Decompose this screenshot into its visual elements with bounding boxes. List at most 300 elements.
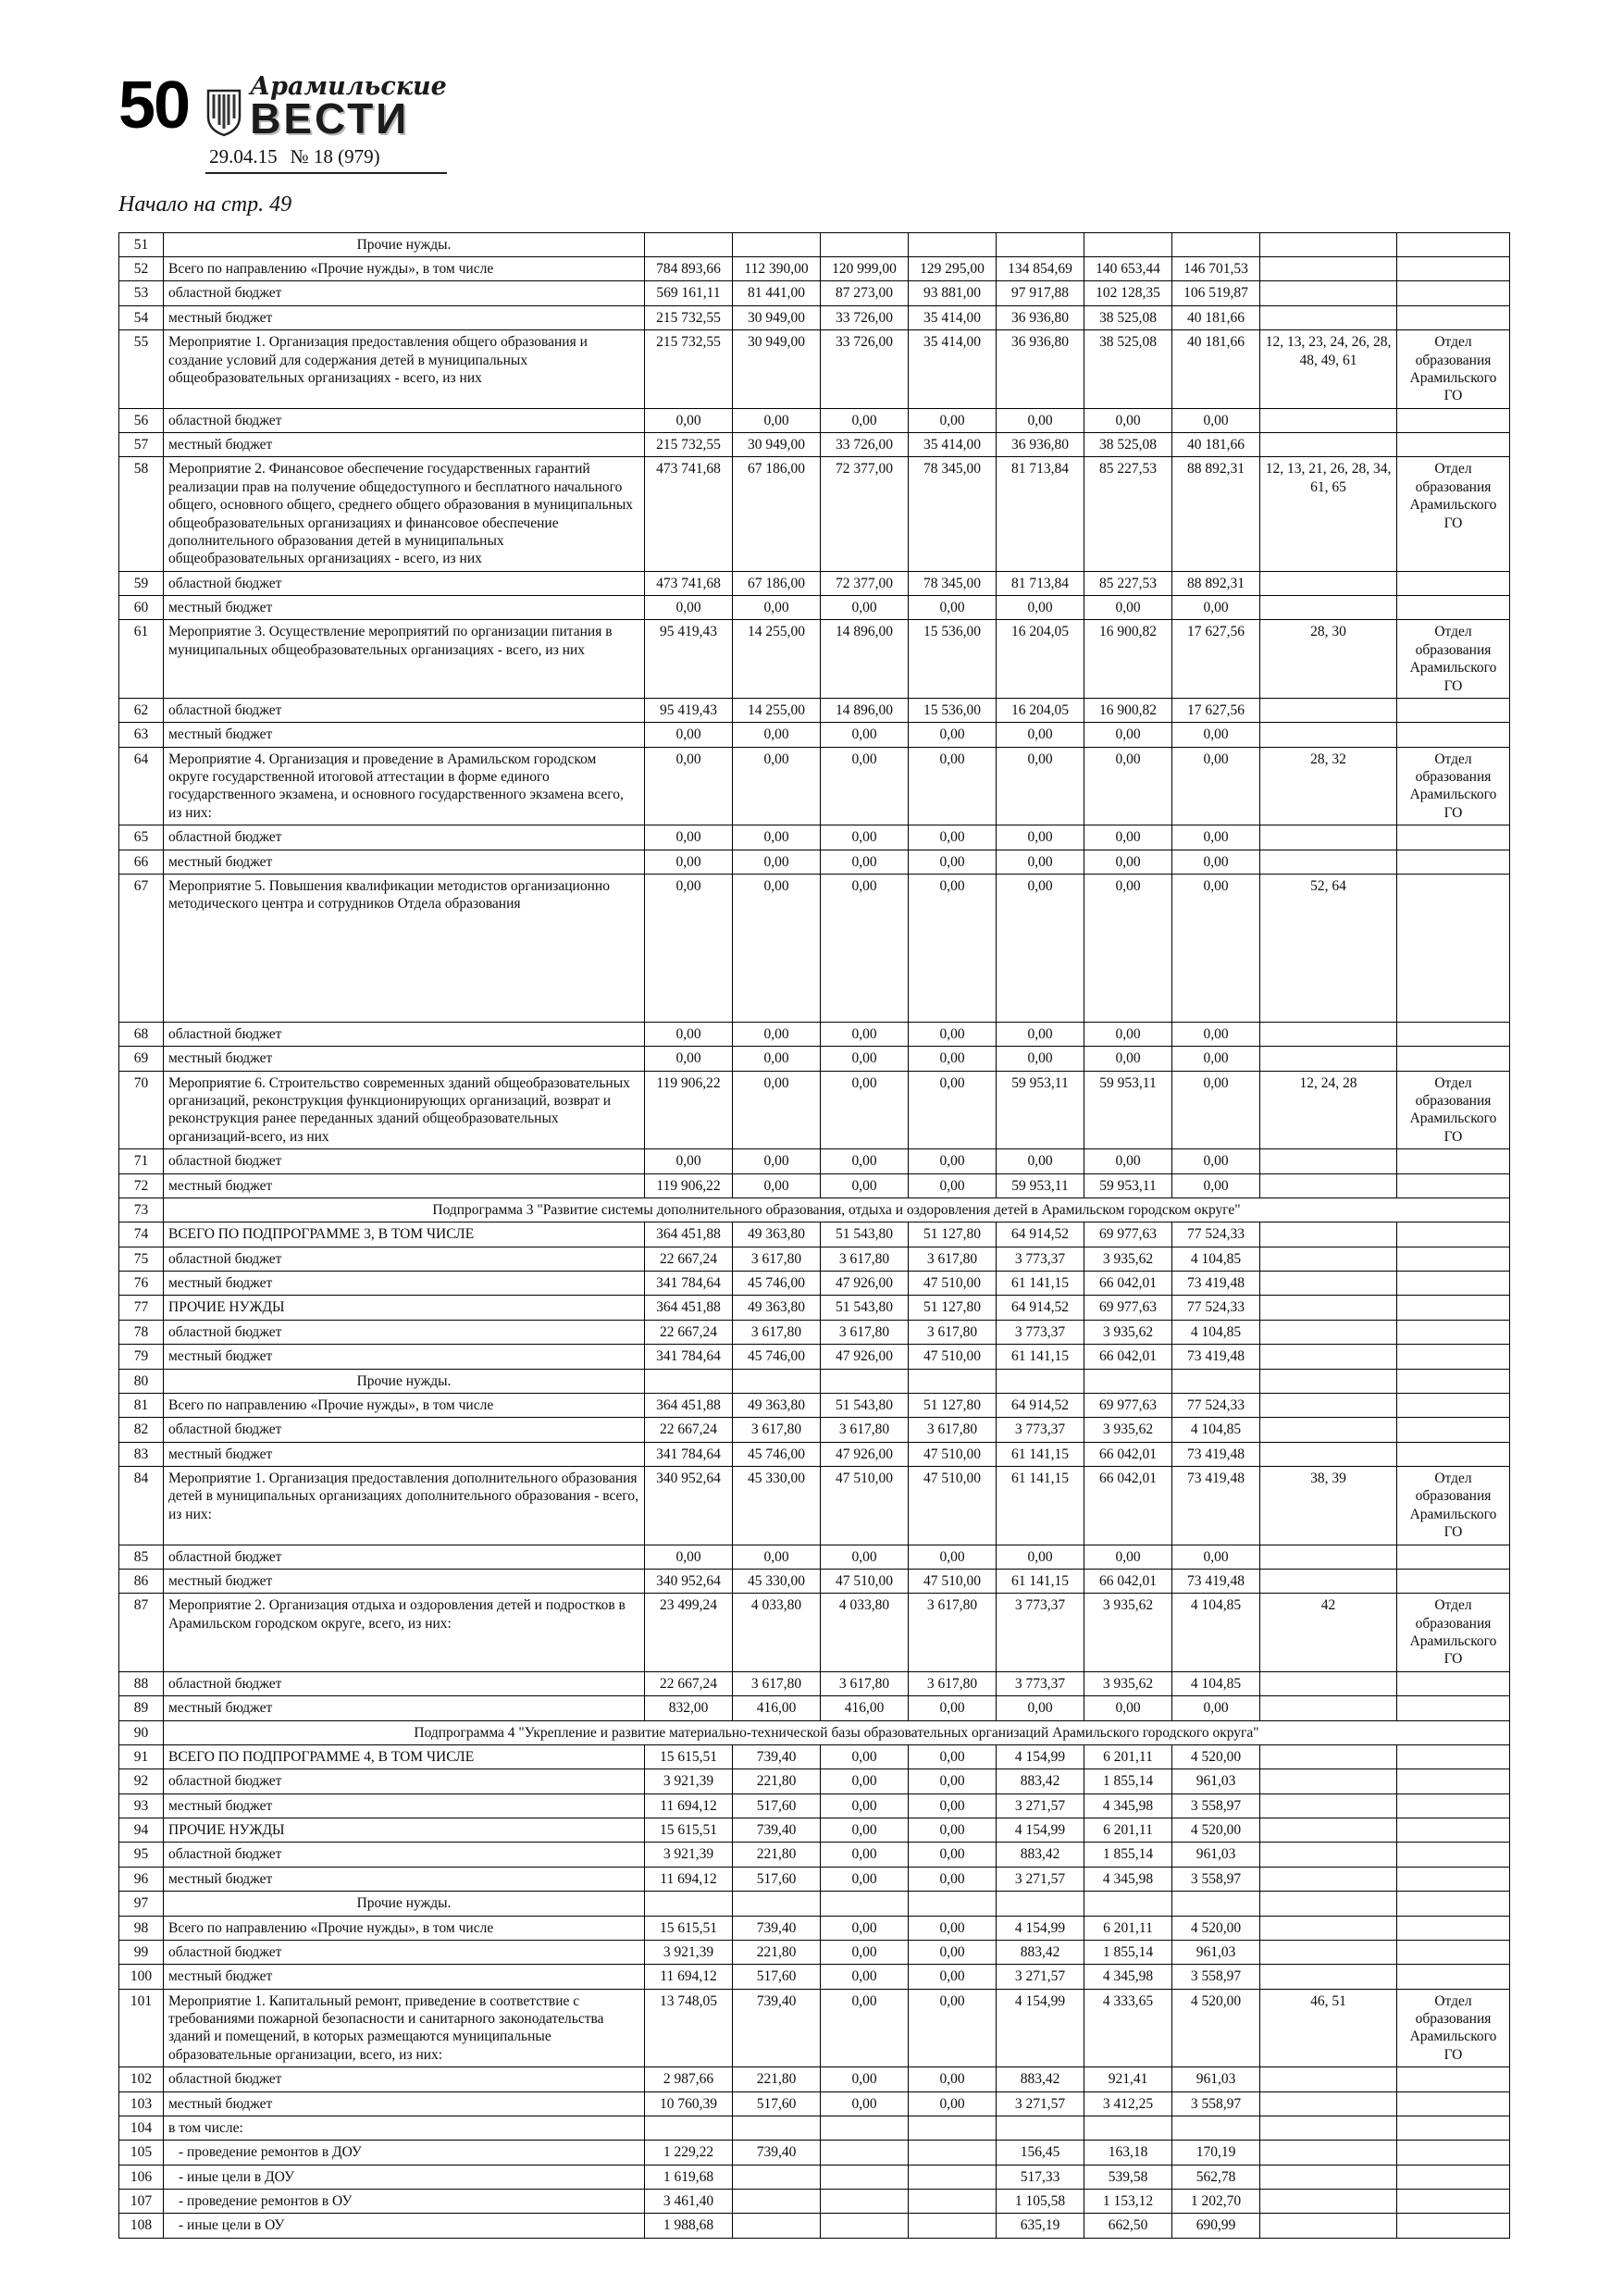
value-cell: 0,00 xyxy=(909,1149,997,1173)
description-cell: ПРОЧИЕ НУЖДЫ xyxy=(164,1818,645,1843)
value-cell: 3 617,80 xyxy=(821,1418,909,1442)
row-number-cell: 68 xyxy=(119,1022,164,1046)
value-cell: 0,00 xyxy=(645,723,733,747)
refs-cell xyxy=(1260,232,1397,256)
value-cell xyxy=(821,2190,909,2214)
org-cell xyxy=(1397,408,1510,432)
refs-cell: 28, 30 xyxy=(1260,620,1397,699)
value-cell: 0,00 xyxy=(645,825,733,850)
value-cell: 35 414,00 xyxy=(909,305,997,329)
value-cell: 6 201,11 xyxy=(1084,1818,1172,1843)
table-row xyxy=(119,330,1510,409)
value-cell: 0,00 xyxy=(733,723,821,747)
table-row xyxy=(119,1989,1510,2067)
org-cell xyxy=(1397,257,1510,281)
value-cell: 0,00 xyxy=(909,874,997,1022)
value-cell: 22 667,24 xyxy=(645,1671,733,1695)
description-cell: местный бюджет xyxy=(164,1696,645,1720)
org-cell xyxy=(1397,1173,1510,1198)
value-cell: 11 694,12 xyxy=(645,1793,733,1818)
value-cell: 0,00 xyxy=(1084,723,1172,747)
value-cell: 0,00 xyxy=(997,1149,1084,1173)
value-cell: 416,00 xyxy=(733,1696,821,1720)
value-cell: 0,00 xyxy=(997,1696,1084,1720)
value-cell: 3 935,62 xyxy=(1084,1418,1172,1442)
org-cell xyxy=(1397,1320,1510,1344)
row-number-cell: 59 xyxy=(119,571,164,595)
description-cell: местный бюджет xyxy=(164,1793,645,1818)
value-cell: 0,00 xyxy=(1084,1149,1172,1173)
description-cell: областной бюджет xyxy=(164,825,645,850)
value-cell: 961,03 xyxy=(1172,1940,1260,1964)
table-row xyxy=(119,1892,1510,1916)
table-row xyxy=(119,1418,1510,1442)
description-cell: местный бюджет xyxy=(164,1345,645,1369)
value-cell: 3 617,80 xyxy=(909,1320,997,1344)
value-cell: 0,00 xyxy=(733,747,821,825)
table-row xyxy=(119,596,1510,620)
description-cell: областной бюджет xyxy=(164,1843,645,1867)
value-cell xyxy=(909,2141,997,2165)
table-row xyxy=(119,305,1510,329)
value-cell: 0,00 xyxy=(645,596,733,620)
value-cell: 11 694,12 xyxy=(645,1965,733,1989)
table-row xyxy=(119,1320,1510,1344)
value-cell xyxy=(997,232,1084,256)
row-number-cell: 103 xyxy=(119,2091,164,2116)
value-cell: 0,00 xyxy=(821,2067,909,2091)
value-cell: 14 896,00 xyxy=(821,698,909,722)
table-row xyxy=(119,1818,1510,1843)
value-cell: 0,00 xyxy=(997,1047,1084,1071)
org-cell xyxy=(1397,2116,1510,2140)
value-cell: 0,00 xyxy=(645,408,733,432)
value-cell xyxy=(645,2116,733,2140)
org-cell xyxy=(1397,1696,1510,1720)
value-cell: 739,40 xyxy=(733,1818,821,1843)
description-cell: областной бюджет xyxy=(164,281,645,305)
page-number: 50 xyxy=(118,68,190,143)
value-cell xyxy=(733,2190,821,2214)
value-cell: 3 617,80 xyxy=(909,1418,997,1442)
table-row xyxy=(119,2190,1510,2214)
section-title-cell: Подпрограмма 4 "Укрепление и развитие материально-технической базы образовательных организаций Арамильского городского округа" xyxy=(164,1720,1510,1744)
description-cell: Прочие нужды. xyxy=(164,1369,645,1393)
value-cell: 0,00 xyxy=(1084,408,1172,432)
value-cell: 30 949,00 xyxy=(733,305,821,329)
value-cell: 4 104,85 xyxy=(1172,1418,1260,1442)
value-cell: 364 451,88 xyxy=(645,1222,733,1247)
table-row xyxy=(119,1545,1510,1569)
value-cell: 14 255,00 xyxy=(733,620,821,699)
refs-cell xyxy=(1260,1442,1397,1466)
value-cell: 129 295,00 xyxy=(909,257,997,281)
description-cell: Мероприятие 2. Финансовое обеспечение государственных гарантий реализации прав на получение общедоступного и бесплатного начального общего, основного общего, среднего общего образования в муниципальных общеобразовательных организациях и финансовое обеспечение дополнительного образования детей в муниципальных общеобразовательных организациях - всего, из них xyxy=(164,457,645,571)
value-cell: 0,00 xyxy=(645,747,733,825)
budget-table-body xyxy=(119,232,1510,2238)
value-cell: 0,00 xyxy=(1084,850,1172,874)
value-cell: 119 906,22 xyxy=(645,1173,733,1198)
org-cell xyxy=(1397,1793,1510,1818)
value-cell: 739,40 xyxy=(733,1744,821,1769)
value-cell: 0,00 xyxy=(733,1149,821,1173)
table-row xyxy=(119,1467,1510,1545)
row-number-cell: 54 xyxy=(119,305,164,329)
value-cell xyxy=(733,2165,821,2189)
value-cell: 0,00 xyxy=(997,596,1084,620)
value-cell: 215 732,55 xyxy=(645,330,733,409)
value-cell: 0,00 xyxy=(997,1545,1084,1569)
value-cell: 1 988,68 xyxy=(645,2214,733,2238)
org-cell xyxy=(1397,232,1510,256)
value-cell: 112 390,00 xyxy=(733,257,821,281)
value-cell xyxy=(1172,232,1260,256)
row-number-cell: 60 xyxy=(119,596,164,620)
value-cell: 38 525,08 xyxy=(1084,433,1172,457)
value-cell: 0,00 xyxy=(909,1818,997,1843)
value-cell: 0,00 xyxy=(821,874,909,1022)
description-cell: Прочие нужды. xyxy=(164,1892,645,1916)
row-number-cell: 87 xyxy=(119,1594,164,1672)
row-number-cell: 96 xyxy=(119,1867,164,1891)
value-cell: 0,00 xyxy=(997,747,1084,825)
refs-cell xyxy=(1260,1222,1397,1247)
org-cell xyxy=(1397,2067,1510,2091)
value-cell: 539,58 xyxy=(1084,2165,1172,2189)
value-cell: 81 713,84 xyxy=(997,457,1084,571)
value-cell: 0,00 xyxy=(909,1071,997,1149)
table-row xyxy=(119,698,1510,722)
value-cell: 0,00 xyxy=(821,1916,909,1940)
org-cell xyxy=(1397,1818,1510,1843)
value-cell: 0,00 xyxy=(821,723,909,747)
value-cell: 3 773,37 xyxy=(997,1671,1084,1695)
value-cell: 0,00 xyxy=(1084,1545,1172,1569)
brand-script-label: Арамильские xyxy=(250,72,447,101)
org-cell xyxy=(1397,1418,1510,1442)
org-cell xyxy=(1397,281,1510,305)
value-cell: 4 104,85 xyxy=(1172,1594,1260,1672)
value-cell xyxy=(909,1892,997,1916)
value-cell xyxy=(909,232,997,256)
refs-cell xyxy=(1260,1940,1397,1964)
row-number-cell: 89 xyxy=(119,1696,164,1720)
value-cell: 0,00 xyxy=(1084,1022,1172,1046)
row-number-cell: 94 xyxy=(119,1818,164,1843)
value-cell: 35 414,00 xyxy=(909,330,997,409)
value-cell: 4 154,99 xyxy=(997,1744,1084,1769)
org-cell xyxy=(1397,433,1510,457)
value-cell: 2 987,66 xyxy=(645,2067,733,2091)
continuation-note: Начало на стр. 49 xyxy=(118,192,292,217)
value-cell: 0,00 xyxy=(821,1173,909,1198)
value-cell: 77 524,33 xyxy=(1172,1393,1260,1417)
row-number-cell: 61 xyxy=(119,620,164,699)
value-cell: 140 653,44 xyxy=(1084,257,1172,281)
value-cell: 3 773,37 xyxy=(997,1418,1084,1442)
value-cell: 64 914,52 xyxy=(997,1222,1084,1247)
table-row xyxy=(119,825,1510,850)
row-number-cell: 104 xyxy=(119,2116,164,2140)
row-number-cell: 85 xyxy=(119,1545,164,1569)
refs-cell xyxy=(1260,1843,1397,1867)
value-cell: 16 204,05 xyxy=(997,620,1084,699)
description-cell: местный бюджет xyxy=(164,1173,645,1198)
value-cell: 416,00 xyxy=(821,1696,909,1720)
row-number-cell: 101 xyxy=(119,1989,164,2067)
value-cell xyxy=(733,232,821,256)
org-cell: Отдел образования Арамильского ГО xyxy=(1397,1989,1510,2067)
refs-cell: 38, 39 xyxy=(1260,1467,1397,1545)
org-cell xyxy=(1397,1965,1510,1989)
table-row xyxy=(119,1369,1510,1393)
value-cell: 3 617,80 xyxy=(733,1671,821,1695)
value-cell: 106 519,87 xyxy=(1172,281,1260,305)
value-cell: 1 855,14 xyxy=(1084,1940,1172,1964)
description-cell: Прочие нужды. xyxy=(164,232,645,256)
value-cell: 66 042,01 xyxy=(1084,1345,1172,1369)
value-cell: 221,80 xyxy=(733,2067,821,2091)
org-cell xyxy=(1397,1296,1510,1320)
description-cell: областной бюджет xyxy=(164,1247,645,1271)
description-cell: областной бюджет xyxy=(164,2067,645,2091)
table-row xyxy=(119,620,1510,699)
value-cell: 33 726,00 xyxy=(821,433,909,457)
value-cell: 4 033,80 xyxy=(821,1594,909,1672)
value-cell: 0,00 xyxy=(1172,747,1260,825)
org-cell xyxy=(1397,1769,1510,1793)
row-number-cell: 102 xyxy=(119,2067,164,2091)
value-cell: 3 558,97 xyxy=(1172,1793,1260,1818)
refs-cell xyxy=(1260,1369,1397,1393)
table-row xyxy=(119,747,1510,825)
value-cell: 215 732,55 xyxy=(645,305,733,329)
value-cell: 883,42 xyxy=(997,2067,1084,2091)
table-row xyxy=(119,1843,1510,1867)
table-row xyxy=(119,1222,1510,1247)
refs-cell xyxy=(1260,1418,1397,1442)
refs-cell xyxy=(1260,433,1397,457)
row-number-cell: 83 xyxy=(119,1442,164,1466)
refs-cell xyxy=(1260,1320,1397,1344)
table-row xyxy=(119,1149,1510,1173)
refs-cell xyxy=(1260,1545,1397,1569)
value-cell: 81 713,84 xyxy=(997,571,1084,595)
refs-cell xyxy=(1260,1671,1397,1695)
value-cell: 3 773,37 xyxy=(997,1594,1084,1672)
value-cell: 0,00 xyxy=(733,408,821,432)
refs-cell xyxy=(1260,1393,1397,1417)
org-cell xyxy=(1397,1867,1510,1891)
value-cell: 4 345,98 xyxy=(1084,1867,1172,1891)
value-cell: 961,03 xyxy=(1172,1769,1260,1793)
value-cell: 4 154,99 xyxy=(997,1818,1084,1843)
refs-cell xyxy=(1260,1247,1397,1271)
value-cell: 3 921,39 xyxy=(645,1843,733,1867)
value-cell: 61 141,15 xyxy=(997,1345,1084,1369)
value-cell: 1 619,68 xyxy=(645,2165,733,2189)
value-cell: 51 543,80 xyxy=(821,1222,909,1247)
description-cell: областной бюджет xyxy=(164,1320,645,1344)
row-number-cell: 55 xyxy=(119,330,164,409)
row-number-cell: 106 xyxy=(119,2165,164,2189)
refs-cell xyxy=(1260,1916,1397,1940)
value-cell: 15 536,00 xyxy=(909,698,997,722)
value-cell: 4 520,00 xyxy=(1172,1916,1260,1940)
description-cell: Мероприятие 3. Осуществление мероприятий по организации питания в муниципальных общеобразовательных организациях - всего, из них xyxy=(164,620,645,699)
refs-cell xyxy=(1260,1272,1397,1296)
table-row xyxy=(119,1296,1510,1320)
table-row xyxy=(119,408,1510,432)
description-cell: местный бюджет xyxy=(164,305,645,329)
org-cell xyxy=(1397,2091,1510,2116)
value-cell: 0,00 xyxy=(821,825,909,850)
value-cell: 73 419,48 xyxy=(1172,1467,1260,1545)
refs-cell xyxy=(1260,2214,1397,2238)
issue-number: № 18 (979) xyxy=(290,144,380,168)
refs-cell xyxy=(1260,281,1397,305)
table-row xyxy=(119,1442,1510,1466)
row-number-cell: 75 xyxy=(119,1247,164,1271)
value-cell xyxy=(909,2190,997,2214)
row-number-cell: 79 xyxy=(119,1345,164,1369)
value-cell: 61 141,15 xyxy=(997,1442,1084,1466)
table-row xyxy=(119,257,1510,281)
value-cell: 49 363,80 xyxy=(733,1296,821,1320)
value-cell: 0,00 xyxy=(909,408,997,432)
value-cell: 635,19 xyxy=(997,2214,1084,2238)
org-cell xyxy=(1397,1047,1510,1071)
value-cell: 6 201,11 xyxy=(1084,1744,1172,1769)
value-cell xyxy=(821,1369,909,1393)
value-cell: 3 773,37 xyxy=(997,1320,1084,1344)
refs-cell xyxy=(1260,1965,1397,1989)
refs-cell xyxy=(1260,2165,1397,2189)
description-cell: Мероприятие 1. Организация предоставления общего образования и создание условий для содержания детей в муниципальных общеобразовательных организациях - всего, из них xyxy=(164,330,645,409)
org-cell xyxy=(1397,723,1510,747)
value-cell: 36 936,80 xyxy=(997,305,1084,329)
value-cell: 59 953,11 xyxy=(997,1071,1084,1149)
value-cell: 3 558,97 xyxy=(1172,1965,1260,1989)
value-cell xyxy=(821,2165,909,2189)
value-cell: 662,50 xyxy=(1084,2214,1172,2238)
value-cell: 72 377,00 xyxy=(821,571,909,595)
value-cell: 739,40 xyxy=(733,2141,821,2165)
value-cell: 45 330,00 xyxy=(733,1569,821,1593)
value-cell: 59 953,11 xyxy=(1084,1071,1172,1149)
value-cell: 0,00 xyxy=(1084,596,1172,620)
value-cell: 17 627,56 xyxy=(1172,620,1260,699)
value-cell: 22 667,24 xyxy=(645,1247,733,1271)
value-cell: 340 952,64 xyxy=(645,1569,733,1593)
value-cell: 3 617,80 xyxy=(821,1247,909,1271)
value-cell: 77 524,33 xyxy=(1172,1222,1260,1247)
value-cell: 517,60 xyxy=(733,2091,821,2116)
value-cell: 0,00 xyxy=(733,1545,821,1569)
value-cell: 3 617,80 xyxy=(909,1671,997,1695)
description-cell: местный бюджет xyxy=(164,1047,645,1071)
description-cell: Мероприятие 1. Капитальный ремонт, приведение в соответствие с требованиями пожарной безопасности и санитарного законодательства зданий и помещений, в которых размещаются муниципальные образовательные организации, всего, из них: xyxy=(164,1989,645,2067)
value-cell: 0,00 xyxy=(909,1965,997,1989)
value-cell: 3 617,80 xyxy=(909,1594,997,1672)
table-row xyxy=(119,2116,1510,2140)
value-cell: 33 726,00 xyxy=(821,330,909,409)
value-cell: 3 617,80 xyxy=(821,1671,909,1695)
value-cell xyxy=(821,2116,909,2140)
value-cell: 6 201,11 xyxy=(1084,1916,1172,1940)
value-cell: 170,19 xyxy=(1172,2141,1260,2165)
value-cell: 0,00 xyxy=(1084,747,1172,825)
description-cell: - проведение ремонтов в ДОУ xyxy=(164,2141,645,2165)
row-number-cell: 65 xyxy=(119,825,164,850)
value-cell: 13 748,05 xyxy=(645,1989,733,2067)
value-cell: 66 042,01 xyxy=(1084,1569,1172,1593)
value-cell: 11 694,12 xyxy=(645,1867,733,1891)
value-cell: 0,00 xyxy=(821,1793,909,1818)
value-cell xyxy=(1084,2116,1172,2140)
value-cell: 36 936,80 xyxy=(997,330,1084,409)
value-cell: 0,00 xyxy=(909,1916,997,1940)
table-row xyxy=(119,850,1510,874)
value-cell xyxy=(821,1892,909,1916)
value-cell: 0,00 xyxy=(909,2091,997,2116)
org-cell xyxy=(1397,1393,1510,1417)
row-number-cell: 92 xyxy=(119,1769,164,1793)
value-cell: 72 377,00 xyxy=(821,457,909,571)
value-cell xyxy=(909,2116,997,2140)
value-cell xyxy=(1172,2116,1260,2140)
value-cell: 0,00 xyxy=(909,1022,997,1046)
value-cell: 0,00 xyxy=(821,1965,909,1989)
value-cell: 61 141,15 xyxy=(997,1272,1084,1296)
org-cell xyxy=(1397,1916,1510,1940)
row-number-cell: 98 xyxy=(119,1916,164,1940)
value-cell: 3 921,39 xyxy=(645,1940,733,1964)
description-cell: областной бюджет xyxy=(164,1149,645,1173)
value-cell: 921,41 xyxy=(1084,2067,1172,2091)
value-cell xyxy=(733,1369,821,1393)
refs-cell xyxy=(1260,305,1397,329)
value-cell: 517,33 xyxy=(997,2165,1084,2189)
refs-cell xyxy=(1260,408,1397,432)
description-cell: областной бюджет xyxy=(164,1940,645,1964)
org-cell: Отдел образования Арамильского ГО xyxy=(1397,457,1510,571)
org-cell: Отдел образования Арамильского ГО xyxy=(1397,1467,1510,1545)
table-row xyxy=(119,1393,1510,1417)
value-cell: 517,60 xyxy=(733,1965,821,1989)
row-number-cell: 77 xyxy=(119,1296,164,1320)
value-cell xyxy=(821,2214,909,2238)
org-cell xyxy=(1397,1247,1510,1271)
coat-of-arms-icon xyxy=(205,88,242,138)
org-cell xyxy=(1397,1892,1510,1916)
value-cell: 0,00 xyxy=(821,1867,909,1891)
value-cell: 1 153,12 xyxy=(1084,2190,1172,2214)
table-row xyxy=(119,1793,1510,1818)
value-cell: 0,00 xyxy=(997,408,1084,432)
value-cell xyxy=(909,2165,997,2189)
value-cell: 88 892,31 xyxy=(1172,457,1260,571)
table-row xyxy=(119,232,1510,256)
value-cell: 0,00 xyxy=(1172,1545,1260,1569)
value-cell: 14 255,00 xyxy=(733,698,821,722)
description-cell: Мероприятие 6. Строительство современных зданий общеобразовательных организаций, реконструкция функционирующих организаций, возврат и реконструкция ранее переданных зданий общеобразовательных организаций-всего, из них xyxy=(164,1071,645,1149)
value-cell: 364 451,88 xyxy=(645,1393,733,1417)
org-cell xyxy=(1397,1442,1510,1466)
value-cell: 17 627,56 xyxy=(1172,698,1260,722)
value-cell xyxy=(733,2116,821,2140)
value-cell xyxy=(909,1369,997,1393)
